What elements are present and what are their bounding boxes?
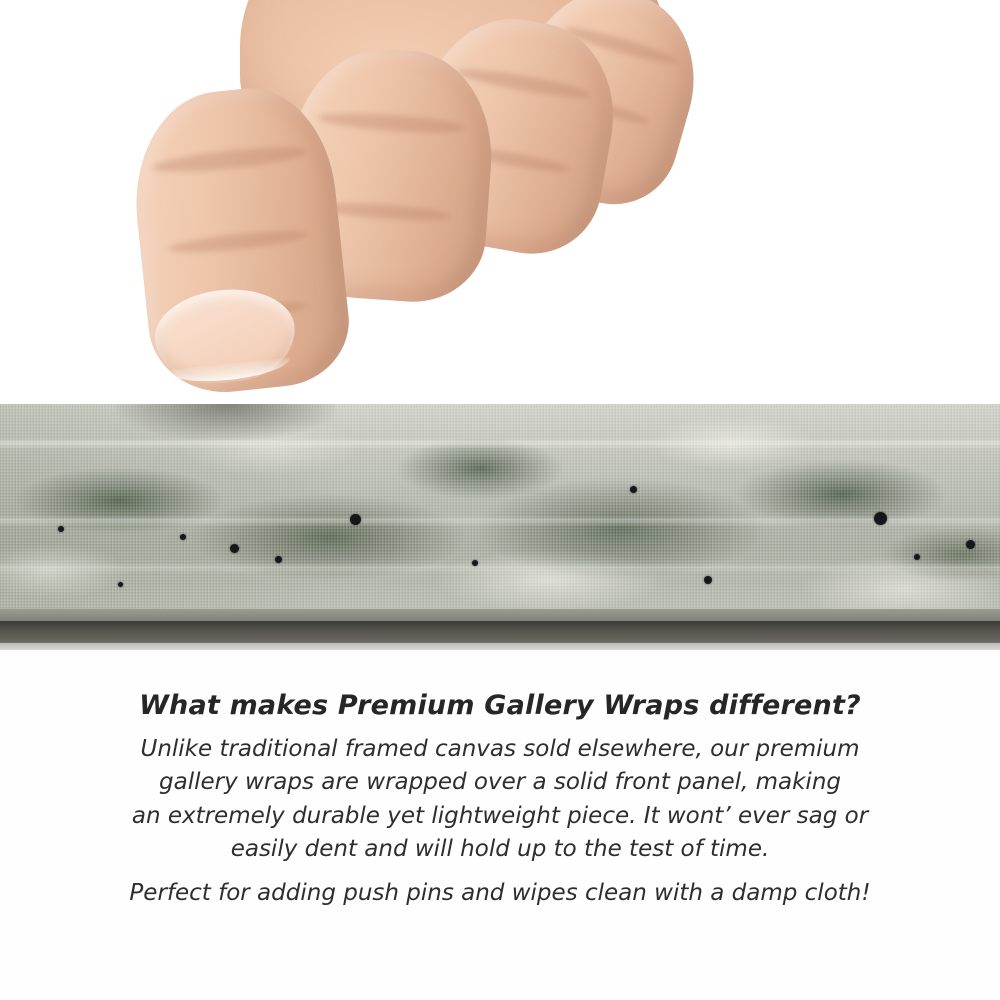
canvas-speck: [630, 486, 637, 493]
gallery-wrap-canvas-edge: [0, 404, 1000, 650]
canvas-speck: [704, 576, 712, 584]
canvas-speck: [230, 544, 239, 553]
canvas-drop-shadow: [0, 642, 1000, 650]
canvas-speck: [275, 556, 282, 563]
caption-body: [120, 733, 880, 866]
caption-heading: What makes Premium Gallery Wraps different?: [139, 690, 861, 721]
canvas-speck: [180, 534, 186, 540]
knuckle-crease: [319, 200, 452, 223]
canvas-bottom-edge: [0, 621, 1000, 643]
knuckle-crease: [317, 110, 466, 136]
canvas-speck: [914, 554, 920, 560]
canvas-speck: [58, 526, 64, 532]
knuckle-crease: [151, 143, 308, 177]
caption-footer: Perfect for adding push pins and wipes clean with a damp cloth!: [129, 880, 871, 907]
canvas-speck: [350, 514, 361, 525]
canvas-speck: [874, 512, 887, 525]
hand-illustration: [120, 0, 620, 430]
caption-body-line: Unlike traditional framed canvas sold elsewhere, our premium: [140, 736, 860, 762]
canvas-speck: [966, 540, 975, 549]
caption-body-line: easily dent and will hold up to the test of time.: [230, 836, 770, 863]
caption-body-line: an extremely durable yet lightweight piece. It wont’ ever sag or: [131, 802, 869, 829]
finger-cast-shadow: [116, 404, 336, 440]
caption-body-line: gallery wraps are wrapped over a solid front panel, making: [159, 769, 841, 796]
knuckle-crease: [168, 227, 309, 257]
canvas-speck: [472, 560, 478, 566]
canvas-speck: [118, 582, 123, 587]
caption-block: [0, 690, 1000, 906]
